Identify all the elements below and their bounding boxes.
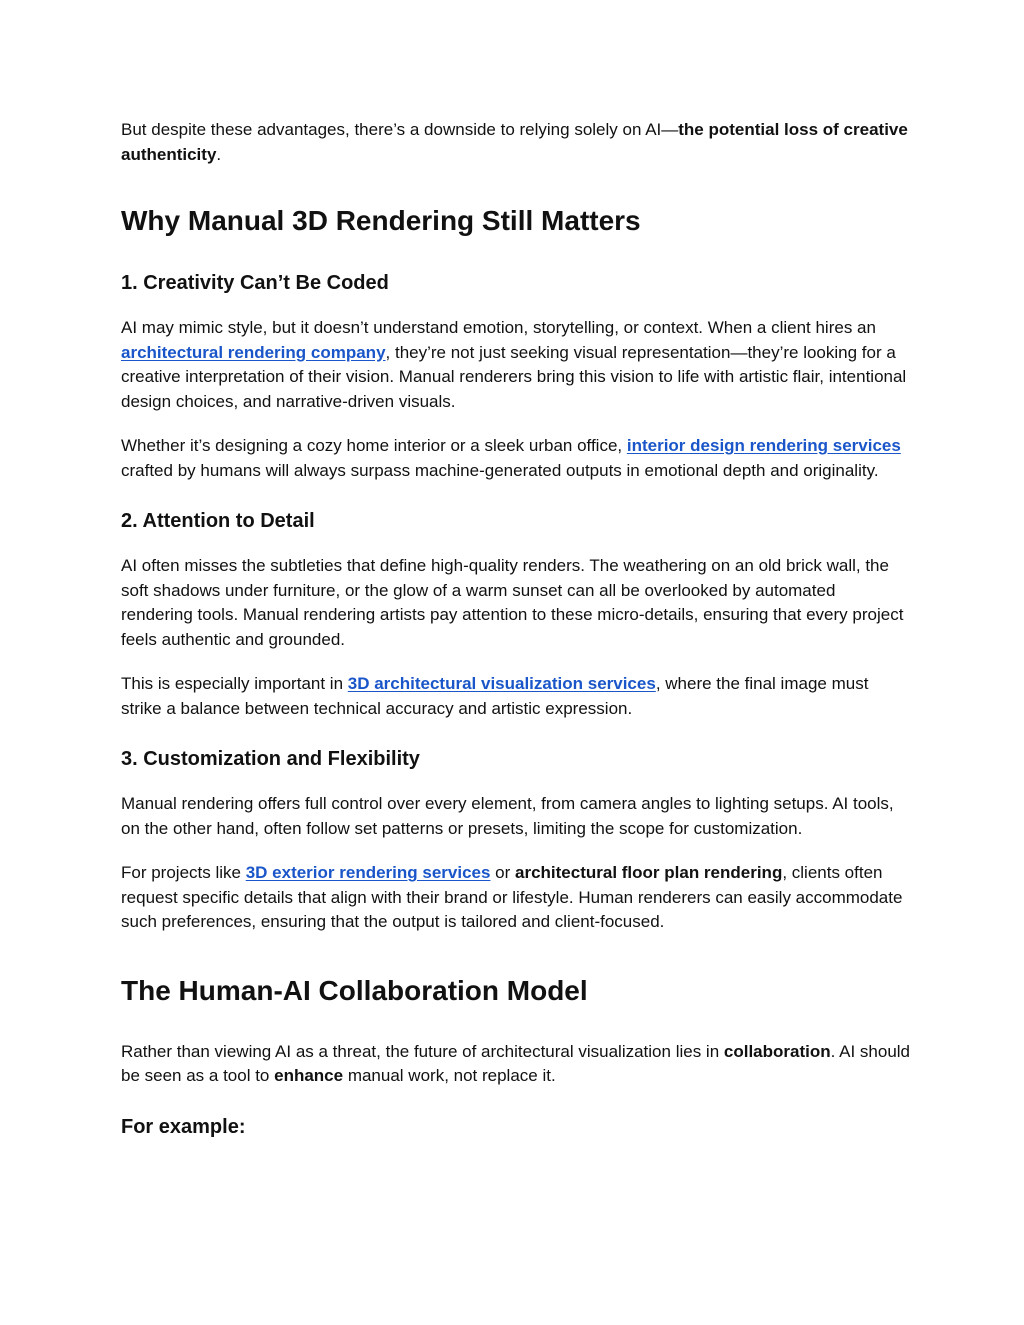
architectural-rendering-company-link[interactable]: architectural rendering company <box>121 342 386 362</box>
3d-architectural-visualization-services-link[interactable]: 3D architectural visualization services <box>347 674 656 693</box>
customization-p2-text-1: For projects like <box>121 863 246 882</box>
customization-paragraph-2 <box>121 861 911 935</box>
detail-paragraph-2 <box>121 672 911 721</box>
subheading-attention-to-detail: 2. Attention to Detail <box>121 510 315 532</box>
intro-bold-phrase: the potential loss of creative authenticity <box>121 120 908 164</box>
detail-paragraph-1 <box>121 554 911 652</box>
floor-plan-rendering-bold: architectural floor plan rendering <box>515 863 783 882</box>
creativity-p2-text-2: crafted by humans will always surpass machine-generated outputs in emotional depth and originality. <box>121 460 879 480</box>
detail-p1-text-1: AI often misses the subtleties that define high-quality renders. The weathering on an old brick wall, the soft shadows under furniture, or the glow of a warm sunset can all be overlooked by automated rendering tools. Manual rendering artists pay attention to these micro-details, ensuring that every project feels authentic and grounded. <box>121 556 904 649</box>
heading-human-ai-collaboration: The Human-AI Collaboration Model <box>121 974 588 1006</box>
heading-why-manual-rendering: Why Manual 3D Rendering Still Matters <box>121 205 641 236</box>
interior-design-rendering-services-link[interactable]: interior design rendering services <box>626 436 901 455</box>
creativity-paragraph-2 <box>121 434 911 483</box>
collab-text-1: Rather than viewing AI as a threat, the future of architectural visualization lies in <box>121 1041 724 1061</box>
creativity-p2-text-1: Whether it’s designing a cozy home interior or a sleek urban office, <box>121 436 627 455</box>
collab-text-2: . AI should be seen as a tool to <box>121 1041 911 1085</box>
intro-text-1: But despite these advantages, there’s a downside to relying solely on AI— <box>121 120 679 139</box>
document-page <box>121 118 911 1141</box>
intro-text-2: . <box>216 144 222 164</box>
creativity-p1-text-2: , they’re not just seeking visual representation—they’re looking for a creative interpretation of their vision. Manual renderers bring this vision to life with artistic flair, intentional design choices, and narrative-driven visuals. <box>121 342 907 411</box>
subheading-for-example: For example: <box>121 1115 246 1138</box>
collab-bold-enhance: enhance <box>274 1066 344 1085</box>
3d-exterior-rendering-services-link[interactable]: 3D exterior rendering services <box>245 863 491 882</box>
collab-text-3: manual work, not replace it. <box>343 1066 556 1085</box>
customization-p2-text-2: or <box>490 863 515 882</box>
creativity-p1-text-1: AI may mimic style, but it doesn’t understand emotion, storytelling, or context. When a client hires an <box>121 318 876 337</box>
detail-p2-text-1: This is especially important in <box>121 674 348 693</box>
subheading-customization: 3. Customization and Flexibility <box>121 748 420 770</box>
customization-paragraph-1 <box>121 792 911 841</box>
collaboration-paragraph <box>121 1040 911 1089</box>
intro-paragraph <box>121 118 911 167</box>
collab-bold-collaboration: collaboration <box>723 1041 831 1061</box>
creativity-paragraph-1 <box>121 316 911 414</box>
customization-p1-text-1: Manual rendering offers full control over every element, from camera angles to lighting setups. AI tools, on the other hand, often follow set patterns or presets, limiting the scope for customization. <box>121 794 894 838</box>
subheading-creativity: 1. Creativity Can’t Be Coded <box>121 272 389 294</box>
detail-p2-text-2: , where the final image must strike a balance between technical accuracy and artistic expression. <box>121 674 869 718</box>
customization-p2-text-3: , clients often request specific details that align with their brand or lifestyle. Human renderers can easily accommodate such preferences, ensuring that the output is tailored and client-focused. <box>121 863 903 931</box>
